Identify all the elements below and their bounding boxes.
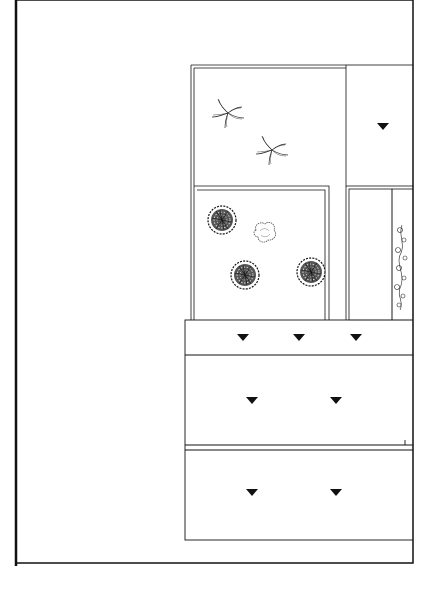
courtyard-outline (194, 186, 329, 320)
sheet-frame (16, 0, 413, 563)
tree-3 (297, 258, 325, 286)
roof-slope-markers (237, 334, 362, 496)
service-strip (346, 65, 413, 320)
planter-shrubs (395, 225, 408, 310)
site-outline (191, 65, 346, 320)
palm-tree-2 (256, 136, 288, 165)
tree-1 (208, 206, 236, 234)
strip-roof-marker (377, 123, 389, 130)
roof-outline (185, 320, 413, 540)
shrub-1 (254, 222, 276, 242)
tree-2 (231, 261, 259, 289)
palm-tree-1 (212, 99, 244, 128)
